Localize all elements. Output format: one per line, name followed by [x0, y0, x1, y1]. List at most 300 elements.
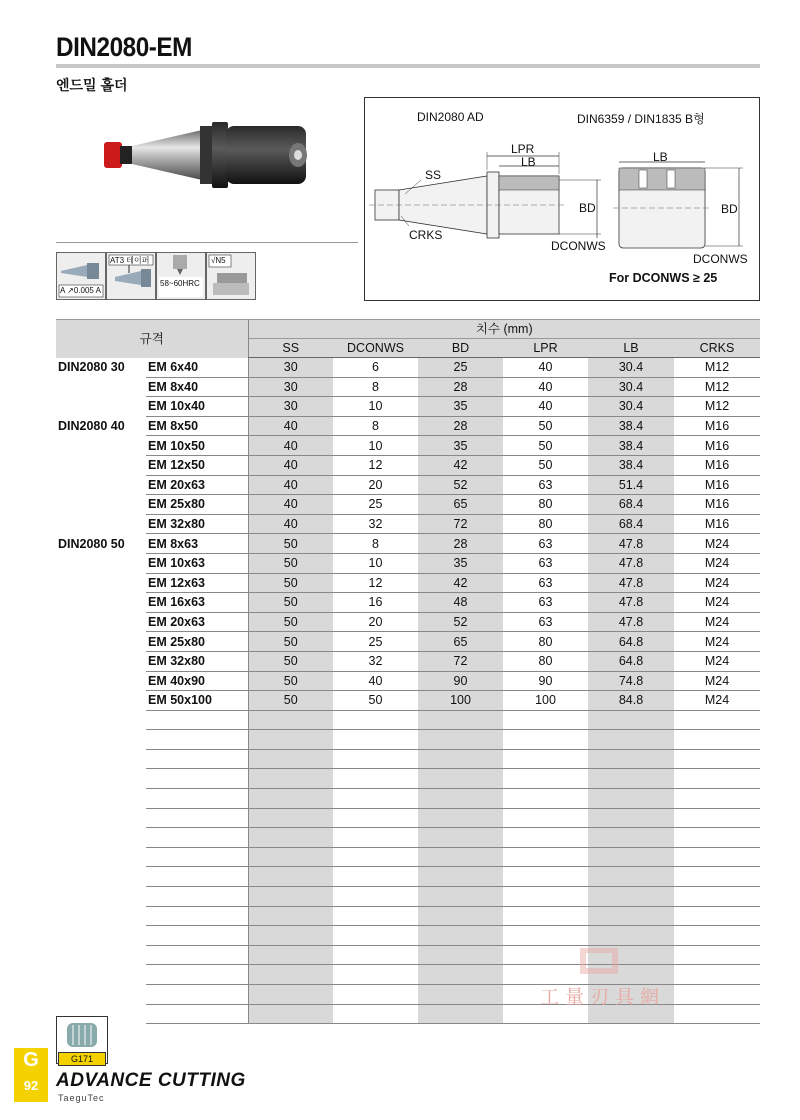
value-cell-dconws: 16: [333, 593, 418, 613]
page-subtitle: 엔드밀 홀더: [56, 77, 128, 93]
blank-cell: [248, 945, 333, 965]
table-row: [56, 534, 760, 554]
blank-cell: [56, 749, 146, 769]
blank-cell: [248, 906, 333, 926]
blank-cell: [56, 985, 146, 1005]
blank-cell: [333, 926, 418, 946]
model-cell: EM 16x63: [146, 593, 248, 613]
table-row: [56, 455, 760, 475]
value-cell-ss: 50: [248, 593, 333, 613]
value-cell-crks: M24: [674, 573, 760, 593]
value-cell-ss: 50: [248, 612, 333, 632]
blank-cell: [418, 749, 503, 769]
model-cell: EM 25x80: [146, 495, 248, 515]
value-cell-lpr: 50: [503, 455, 588, 475]
series-cell: [56, 651, 146, 671]
series-cell: [56, 455, 146, 475]
drawing-title-left: DIN2080 AD: [417, 110, 484, 124]
blank-cell: [418, 906, 503, 926]
blank-cell: [418, 808, 503, 828]
blank-cell: [674, 847, 760, 867]
series-cell: [56, 475, 146, 495]
value-cell-lpr: 80: [503, 495, 588, 515]
series-cell: [56, 514, 146, 534]
value-cell-crks: M24: [674, 593, 760, 613]
value-cell-crks: M12: [674, 358, 760, 378]
blank-cell: [418, 730, 503, 750]
cross-reference-label[interactable]: G171: [58, 1052, 106, 1066]
value-cell-bd: 42: [418, 455, 503, 475]
blank-cell: [674, 945, 760, 965]
blank-cell: [674, 965, 760, 985]
value-cell-crks: M12: [674, 377, 760, 397]
value-cell-dconws: 10: [333, 553, 418, 573]
value-cell-crks: M16: [674, 495, 760, 515]
blank-cell: [418, 769, 503, 789]
value-cell-dconws: 6: [333, 358, 418, 378]
blank-cell: [674, 749, 760, 769]
blank-cell: [146, 965, 248, 985]
value-cell-lpr: 40: [503, 358, 588, 378]
model-cell: EM 25x80: [146, 632, 248, 652]
blank-cell: [333, 730, 418, 750]
blank-cell: [333, 749, 418, 769]
blank-cell: [503, 867, 588, 887]
blank-cell: [146, 710, 248, 730]
blank-cell: [333, 769, 418, 789]
model-cell: EM 8x40: [146, 377, 248, 397]
col-ss: SS: [248, 339, 333, 358]
blank-cell: [248, 985, 333, 1005]
blank-cell: [674, 906, 760, 926]
spec-table: [56, 319, 760, 1024]
label-lb-right: LB: [653, 150, 668, 164]
value-cell-lpr: 63: [503, 573, 588, 593]
value-cell-ss: 50: [248, 573, 333, 593]
taper-icon: [106, 252, 156, 300]
value-cell-ss: 50: [248, 534, 333, 554]
blank-cell: [146, 749, 248, 769]
col-dconws: DCONWS: [333, 339, 418, 358]
model-cell: EM 50x100: [146, 691, 248, 711]
value-cell-lpr: 63: [503, 553, 588, 573]
blank-row: [56, 906, 760, 926]
page-number: 92: [23, 1078, 39, 1093]
blank-cell: [588, 847, 674, 867]
hardness-label: 58~60HRC: [160, 279, 200, 288]
blank-cell: [503, 808, 588, 828]
blank-cell: [333, 965, 418, 985]
brand-sublogo: TaeguTec: [58, 1093, 105, 1103]
value-cell-crks: M24: [674, 534, 760, 554]
blank-cell: [56, 965, 146, 985]
blank-cell: [503, 710, 588, 730]
value-cell-bd: 52: [418, 612, 503, 632]
spec-table-body: [56, 358, 760, 1024]
value-cell-ss: 40: [248, 495, 333, 515]
series-cell: DIN2080 40: [58, 419, 125, 434]
blank-cell: [418, 828, 503, 848]
label-crks: CRKS: [409, 228, 443, 242]
value-cell-crks: M24: [674, 691, 760, 711]
label-dconws-right: DCONWS: [693, 252, 748, 266]
value-cell-ss: 50: [248, 691, 333, 711]
table-row: [56, 495, 760, 515]
table-row: [56, 377, 760, 397]
blank-row: [56, 730, 760, 750]
drawing-note: For DCONWS ≥ 25: [609, 271, 718, 285]
blank-cell: [674, 985, 760, 1005]
blank-cell: [418, 985, 503, 1005]
value-cell-dconws: 20: [333, 612, 418, 632]
series-cell: [56, 495, 146, 515]
series-cell: DIN2080 50: [58, 536, 125, 551]
blank-row: [56, 749, 760, 769]
series-cell: [56, 377, 146, 397]
blank-cell: [146, 730, 248, 750]
value-cell-crks: M24: [674, 671, 760, 691]
value-cell-bd: 65: [418, 632, 503, 652]
blank-cell: [588, 710, 674, 730]
surface-finish-label: √N5: [211, 256, 226, 265]
blank-cell: [418, 1004, 503, 1024]
value-cell-dconws: 8: [333, 416, 418, 436]
value-cell-lpr: 90: [503, 671, 588, 691]
value-cell-lpr: 63: [503, 534, 588, 554]
value-cell-ss: 50: [248, 651, 333, 671]
blank-cell: [56, 769, 146, 789]
value-cell-lb: 84.8: [588, 691, 674, 711]
value-cell-lb: 64.8: [588, 651, 674, 671]
value-cell-lb: 68.4: [588, 495, 674, 515]
value-cell-lpr: 80: [503, 651, 588, 671]
blank-cell: [333, 808, 418, 828]
value-cell-dconws: 8: [333, 377, 418, 397]
value-cell-dconws: 8: [333, 534, 418, 554]
value-cell-crks: M24: [674, 632, 760, 652]
blank-cell: [588, 906, 674, 926]
col-lb: LB: [588, 339, 674, 358]
blank-cell: [588, 769, 674, 789]
value-cell-lpr: 63: [503, 475, 588, 495]
table-row: [56, 397, 760, 417]
series-cell: [56, 593, 146, 613]
blank-cell: [674, 808, 760, 828]
series-cell: [56, 612, 146, 632]
value-cell-lpr: 100: [503, 691, 588, 711]
model-cell: EM 32x80: [146, 514, 248, 534]
blank-cell: [674, 730, 760, 750]
table-row: [56, 573, 760, 593]
value-cell-lb: 38.4: [588, 416, 674, 436]
value-cell-ss: 50: [248, 671, 333, 691]
value-cell-bd: 35: [418, 553, 503, 573]
blank-cell: [588, 730, 674, 750]
value-cell-crks: M16: [674, 416, 760, 436]
value-cell-crks: M12: [674, 397, 760, 417]
blank-cell: [418, 847, 503, 867]
blank-cell: [248, 965, 333, 985]
model-cell: EM 12x50: [146, 455, 248, 475]
blank-cell: [674, 828, 760, 848]
blank-cell: [248, 867, 333, 887]
page-title: DIN2080-EM: [56, 32, 192, 62]
photo-rule: [56, 242, 358, 243]
blank-cell: [146, 789, 248, 809]
value-cell-bd: 100: [418, 691, 503, 711]
blank-row: [56, 828, 760, 848]
blank-cell: [146, 828, 248, 848]
series-cell: DIN2080 30: [58, 360, 125, 375]
blank-cell: [418, 710, 503, 730]
value-cell-crks: M24: [674, 553, 760, 573]
blank-cell: [503, 769, 588, 789]
blank-cell: [588, 887, 674, 907]
blank-cell: [146, 906, 248, 926]
watermark-text: 工量刃具網: [540, 986, 666, 1008]
blank-row: [56, 769, 760, 789]
blank-cell: [588, 828, 674, 848]
blank-cell: [333, 867, 418, 887]
blank-cell: [503, 730, 588, 750]
blank-cell: [333, 1004, 418, 1024]
value-cell-dconws: 25: [333, 495, 418, 515]
value-cell-crks: M24: [674, 612, 760, 632]
value-cell-lpr: 63: [503, 593, 588, 613]
value-cell-lpr: 80: [503, 632, 588, 652]
table-row: [56, 514, 760, 534]
blank-cell: [248, 789, 333, 809]
blank-cell: [333, 710, 418, 730]
blank-cell: [248, 828, 333, 848]
dimension-header: 치수 (mm): [248, 320, 760, 339]
blank-cell: [56, 926, 146, 946]
value-cell-ss: 30: [248, 377, 333, 397]
brand-logo: ADVANCE CUTTING: [56, 1070, 246, 1091]
blank-cell: [333, 945, 418, 965]
col-crks: CRKS: [674, 339, 760, 358]
table-row: [56, 475, 760, 495]
blank-cell: [503, 828, 588, 848]
value-cell-lb: 30.4: [588, 377, 674, 397]
value-cell-lb: 68.4: [588, 514, 674, 534]
table-row: [56, 691, 760, 711]
blank-cell: [418, 867, 503, 887]
value-cell-bd: 28: [418, 534, 503, 554]
value-cell-bd: 72: [418, 651, 503, 671]
value-cell-ss: 30: [248, 358, 333, 378]
blank-cell: [56, 730, 146, 750]
model-cell: EM 10x40: [146, 397, 248, 417]
blank-cell: [248, 769, 333, 789]
table-row: [56, 651, 760, 671]
value-cell-dconws: 10: [333, 397, 418, 417]
value-cell-dconws: 20: [333, 475, 418, 495]
blank-cell: [674, 710, 760, 730]
blank-cell: [56, 906, 146, 926]
series-cell: [56, 671, 146, 691]
blank-cell: [418, 926, 503, 946]
blank-cell: [248, 887, 333, 907]
value-cell-bd: 65: [418, 495, 503, 515]
value-cell-ss: 40: [248, 436, 333, 456]
value-cell-bd: 25: [418, 358, 503, 378]
blank-cell: [333, 847, 418, 867]
runout-label: A ↗0.005 A: [60, 286, 101, 295]
blank-cell: [56, 945, 146, 965]
value-cell-dconws: 50: [333, 691, 418, 711]
model-cell: EM 6x40: [146, 358, 248, 378]
value-cell-lb: 47.8: [588, 593, 674, 613]
label-bd-right: BD: [721, 202, 738, 216]
blank-cell: [418, 789, 503, 809]
blank-cell: [248, 1004, 333, 1024]
value-cell-crks: M16: [674, 455, 760, 475]
value-cell-bd: 35: [418, 397, 503, 417]
blank-cell: [503, 847, 588, 867]
model-cell: EM 8x63: [146, 534, 248, 554]
value-cell-bd: 42: [418, 573, 503, 593]
value-cell-ss: 30: [248, 397, 333, 417]
table-row: [56, 593, 760, 613]
value-cell-bd: 48: [418, 593, 503, 613]
hardness-icon: [156, 252, 206, 300]
series-cell: [56, 573, 146, 593]
blank-cell: [588, 789, 674, 809]
blank-cell: [146, 867, 248, 887]
value-cell-lb: 30.4: [588, 397, 674, 417]
table-row: [56, 612, 760, 632]
table-row: [56, 553, 760, 573]
blank-cell: [588, 867, 674, 887]
blank-cell: [56, 887, 146, 907]
value-cell-lb: 47.8: [588, 553, 674, 573]
value-cell-ss: 40: [248, 455, 333, 475]
title-rule: [56, 64, 760, 68]
table-row: [56, 358, 760, 378]
drawing-lines: [365, 98, 759, 300]
blank-row: [56, 789, 760, 809]
blank-cell: [674, 867, 760, 887]
value-cell-lb: 38.4: [588, 455, 674, 475]
blank-cell: [146, 847, 248, 867]
section-letter: G: [23, 1049, 39, 1071]
runout-icon: [56, 252, 106, 300]
value-cell-lpr: 40: [503, 397, 588, 417]
blank-row: [56, 847, 760, 867]
blank-cell: [146, 808, 248, 828]
value-cell-lpr: 40: [503, 377, 588, 397]
blank-cell: [248, 926, 333, 946]
value-cell-lb: 47.8: [588, 534, 674, 554]
value-cell-crks: M16: [674, 475, 760, 495]
value-cell-ss: 50: [248, 632, 333, 652]
value-cell-lb: 30.4: [588, 358, 674, 378]
blank-cell: [418, 945, 503, 965]
value-cell-lb: 47.8: [588, 612, 674, 632]
blank-cell: [56, 828, 146, 848]
blank-cell: [333, 985, 418, 1005]
spec-header: 규격: [56, 320, 248, 358]
value-cell-bd: 35: [418, 436, 503, 456]
value-cell-lb: 51.4: [588, 475, 674, 495]
label-dconws: DCONWS: [551, 239, 606, 253]
blank-cell: [333, 906, 418, 926]
technical-drawing: [364, 97, 760, 301]
value-cell-ss: 40: [248, 475, 333, 495]
label-ss: SS: [425, 168, 442, 182]
value-cell-ss: 40: [248, 514, 333, 534]
value-cell-lb: 74.8: [588, 671, 674, 691]
blank-cell: [248, 710, 333, 730]
blank-cell: [674, 769, 760, 789]
drawing-title-right: DIN6359 / DIN1835 B형: [577, 112, 705, 126]
blank-cell: [56, 808, 146, 828]
value-cell-bd: 52: [418, 475, 503, 495]
blank-cell: [146, 1004, 248, 1024]
model-cell: EM 10x50: [146, 436, 248, 456]
surface-finish-icon: [206, 252, 256, 300]
value-cell-dconws: 10: [333, 436, 418, 456]
blank-cell: [56, 710, 146, 730]
blank-cell: [333, 828, 418, 848]
blank-cell: [503, 887, 588, 907]
value-cell-lb: 47.8: [588, 573, 674, 593]
col-lpr: LPR: [503, 339, 588, 358]
col-bd: BD: [418, 339, 503, 358]
series-cell: [56, 397, 146, 417]
blank-cell: [248, 847, 333, 867]
blank-cell: [146, 926, 248, 946]
value-cell-bd: 28: [418, 377, 503, 397]
value-cell-dconws: 32: [333, 651, 418, 671]
value-cell-ss: 40: [248, 416, 333, 436]
table-row: [56, 632, 760, 652]
model-cell: EM 12x63: [146, 573, 248, 593]
model-cell: EM 40x90: [146, 671, 248, 691]
series-cell: [56, 632, 146, 652]
blank-cell: [503, 749, 588, 769]
blank-row: [56, 710, 760, 730]
value-cell-dconws: 12: [333, 573, 418, 593]
series-cell: [56, 553, 146, 573]
series-cell: [56, 436, 146, 456]
value-cell-dconws: 25: [333, 632, 418, 652]
blank-cell: [503, 906, 588, 926]
holder-photo: [92, 108, 322, 208]
model-cell: EM 10x63: [146, 553, 248, 573]
blank-row: [56, 808, 760, 828]
value-cell-bd: 28: [418, 416, 503, 436]
value-cell-crks: M16: [674, 514, 760, 534]
blank-cell: [674, 789, 760, 809]
blank-cell: [674, 887, 760, 907]
value-cell-lpr: 50: [503, 436, 588, 456]
value-cell-bd: 90: [418, 671, 503, 691]
blank-cell: [146, 945, 248, 965]
value-cell-lpr: 50: [503, 416, 588, 436]
blank-cell: [333, 789, 418, 809]
blank-cell: [56, 867, 146, 887]
blank-cell: [56, 847, 146, 867]
model-cell: EM 32x80: [146, 651, 248, 671]
blank-cell: [674, 926, 760, 946]
value-cell-lb: 38.4: [588, 436, 674, 456]
table-row: [56, 671, 760, 691]
blank-cell: [588, 808, 674, 828]
taper-label: AT3 테이퍼: [110, 256, 150, 265]
table-row: [56, 416, 760, 436]
